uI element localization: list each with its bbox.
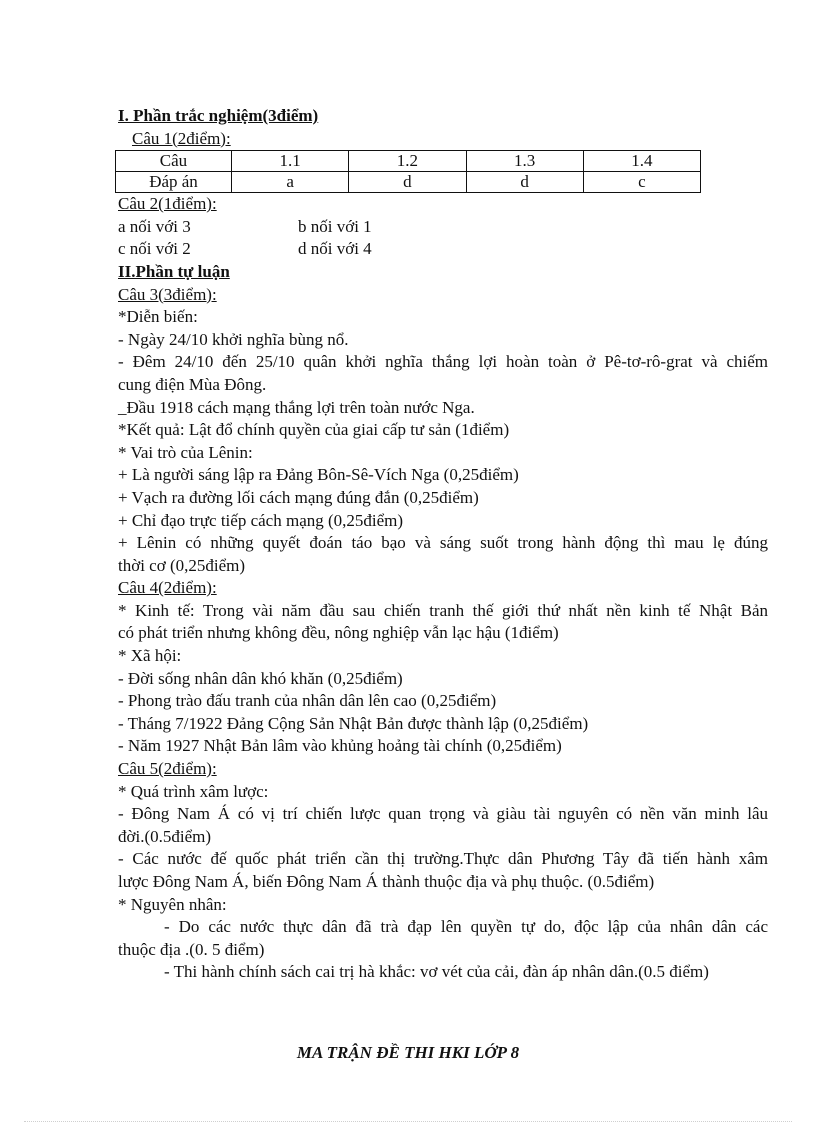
table-cell: a (232, 172, 349, 193)
q4-line: * Kinh tế: Trong vài năm đầu sau chiến tranh thế giới thứ nhất nền kinh tế Nhật Bản (118, 600, 768, 620)
q5-line: - Do các nước thực dân đã trà đạp lên quyền tự do, độc lập của nhân dân các (164, 917, 768, 937)
table-cell: 1.1 (232, 151, 349, 172)
answer-key-page (118, 105, 768, 984)
q3-line: *Diễn biến: (118, 307, 198, 327)
q4-line: - Đời sống nhân dân khó khăn (0,25điểm) (118, 668, 403, 688)
q5-line: * Nguyên nhân: (118, 894, 227, 914)
table-cell: 1.3 (466, 151, 583, 172)
part1-heading: I. Phần trắc nghiệm(3điểm) (118, 106, 319, 125)
q5-line: thuộc địa .(0. 5 điểm) (118, 939, 265, 959)
q4-line: - Năm 1927 Nhật Bản lâm vào khủng hoảng tài chính (0,25điểm) (118, 736, 562, 756)
table-cell: d (466, 172, 583, 193)
table-cell: 1.4 (583, 151, 700, 172)
matrix-title: MA TRẬN ĐỀ THI HKI LỚP 8 (296, 1043, 520, 1062)
table-cell: d (349, 172, 466, 193)
table-cell: c (583, 172, 700, 193)
q3-line: thời cơ (0,25điểm) (118, 555, 246, 575)
pair-row (118, 216, 768, 239)
q4-line: - Phong trào đấu tranh của nhân dân lên cao (0,25điểm) (118, 691, 497, 711)
q3-label: Câu 3(3điểm): (118, 284, 217, 304)
q4-line: - Tháng 7/1922 Đảng Cộng Sản Nhật Bản được thành lập (0,25điểm) (118, 713, 589, 733)
q5-label: Câu 5(2điểm): (118, 759, 217, 779)
q3-line: - Đêm 24/10 đến 25/10 quân khởi nghĩa thắng lợi hoàn toàn ở Pê-tơ-rô-grat và chiếm (118, 352, 768, 372)
q1-label: Câu 1(2điểm): (132, 128, 231, 148)
answer-table (115, 150, 701, 193)
page-bottom-divider (24, 1121, 792, 1122)
pair-item: c nối với 2 (118, 239, 191, 259)
pair-item: d nối với 4 (298, 239, 372, 259)
q3-line: _Đầu 1918 cách mạng thắng lợi trên toàn nước Nga. (118, 397, 475, 417)
q3-line: + Là người sáng lập ra Đảng Bôn-Sê-Vích Nga (0,25điểm) (118, 465, 519, 485)
table-cell: Câu (116, 151, 232, 172)
q3-line: cung điện Mùa Đông. (118, 374, 267, 394)
q5-line: - Đông Nam Á có vị trí chiến lược quan trọng và giàu tài nguyên có nền văn minh lâu (118, 804, 768, 824)
part2-heading: II.Phần tự luận (118, 261, 230, 281)
q3-line: + Vạch ra đường lối cách mạng đúng đắn (0,25điểm) (118, 487, 479, 507)
answer-table-header-row (116, 151, 701, 172)
answer-table-row (116, 172, 701, 193)
q3-line: + Chỉ đạo trực tiếp cách mạng (0,25điểm) (118, 510, 404, 530)
q2-label: Câu 2(1điểm): (118, 194, 217, 214)
q4-label: Câu 4(2điểm): (118, 578, 217, 598)
q3-line: - Ngày 24/10 khởi nghĩa bùng nổ. (118, 329, 349, 349)
q3-line: *Kết quả: Lật đổ chính quyền của giai cấp tư sản (1điểm) (118, 420, 510, 440)
q5-line: - Các nước đế quốc phát triển cần thị trường.Thực dân Phương Tây đã tiến hành xâm (118, 849, 768, 869)
q4-line: có phát triển nhưng không đều, nông nghiệp vẫn lạc hậu (1điểm) (118, 623, 559, 643)
table-cell: Đáp án (116, 172, 232, 193)
q5-line: đời.(0.5điểm) (118, 826, 212, 846)
pair-item: b nối với 1 (298, 216, 372, 236)
table-cell: 1.2 (349, 151, 466, 172)
q5-line: lược Đông Nam Á, biến Đông Nam Á thành thuộc địa và phụ thuộc. (0.5điểm) (118, 872, 655, 891)
q3-line: * Vai trò của Lênin: (118, 442, 253, 462)
q4-line: * Xã hội: (118, 646, 182, 666)
pair-item: a nối với 3 (118, 216, 191, 236)
q5-line: - Thi hành chính sách cai trị hà khắc: vơ vét của cải, đàn áp nhân dân.(0.5 điểm) (164, 962, 709, 982)
q3-line: + Lênin có những quyết đoán táo bạo và sáng suốt trong hành động thì mau lẹ đúng (118, 533, 768, 553)
q5-line: * Quá trình xâm lược: (118, 781, 269, 801)
pair-row (118, 238, 768, 261)
